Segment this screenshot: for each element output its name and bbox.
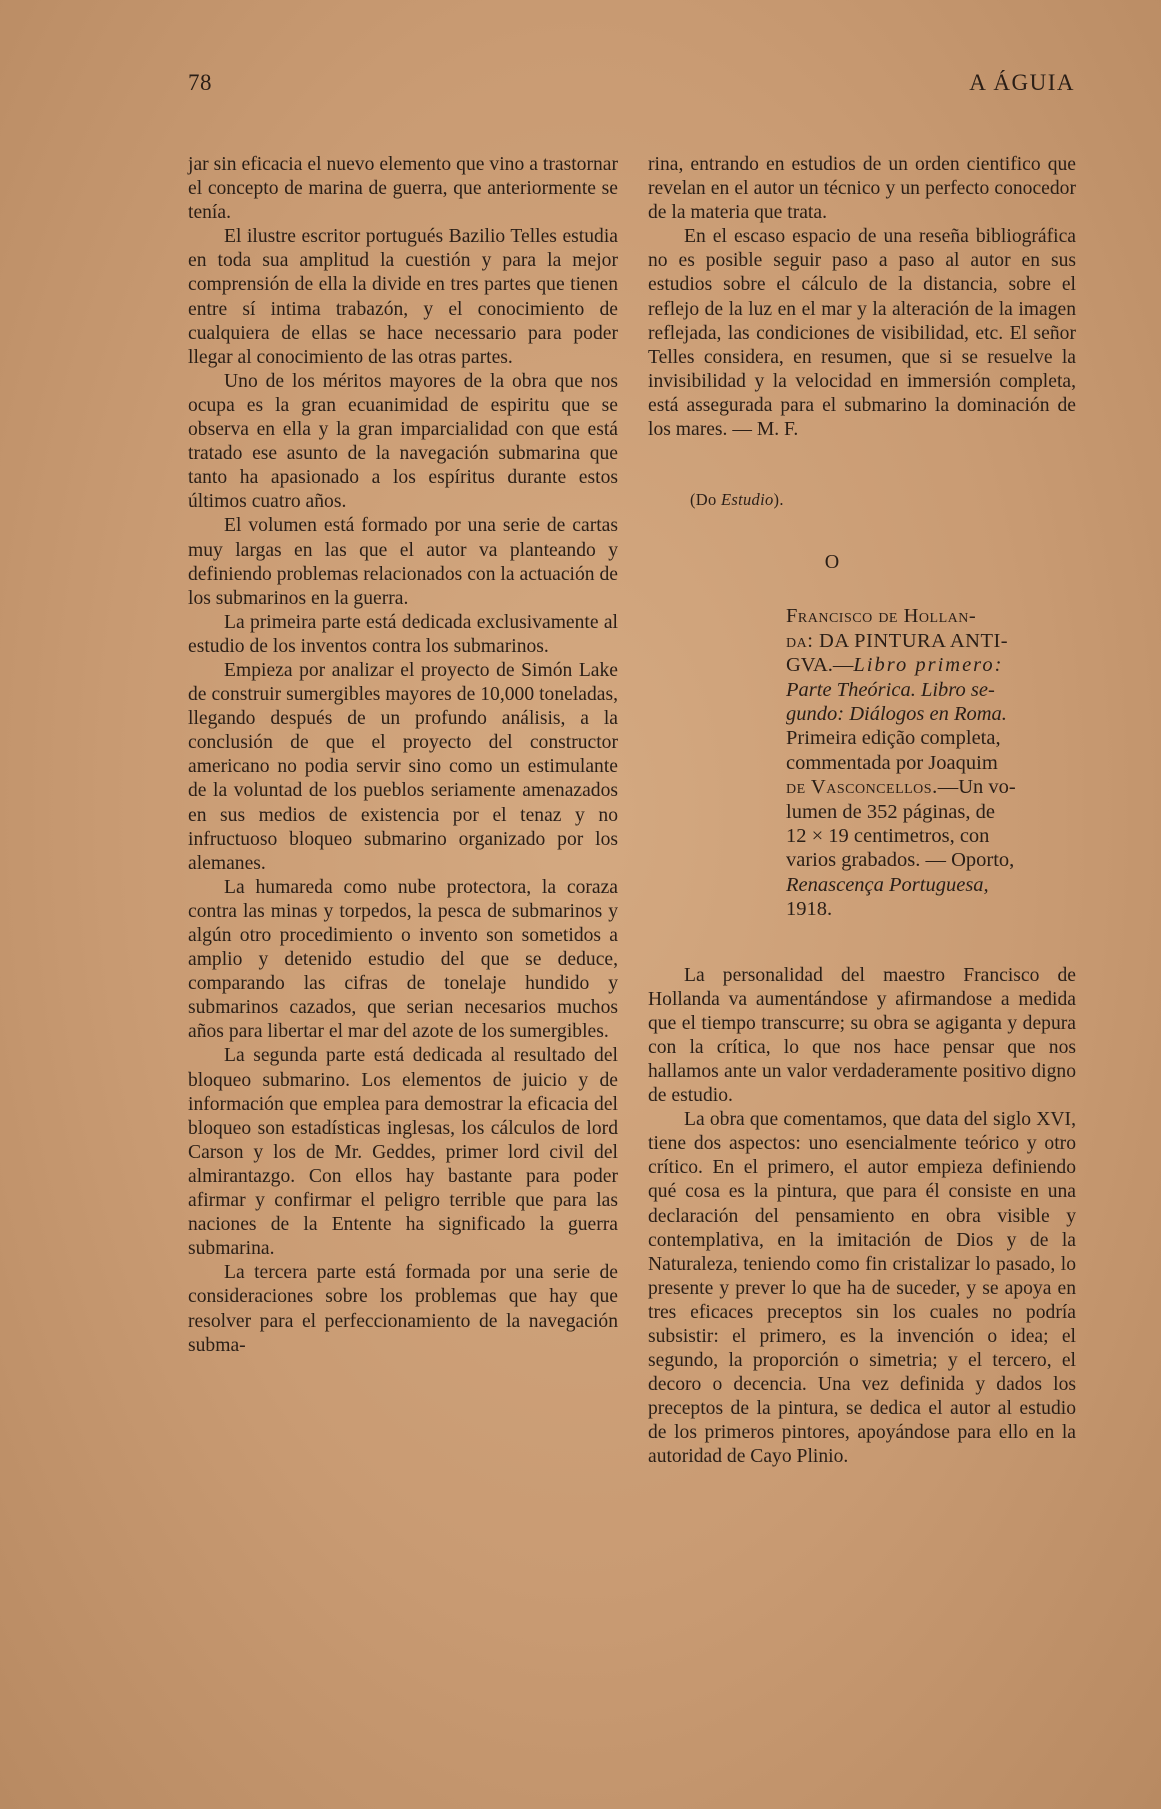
source-note-suffix: ).	[773, 490, 784, 510]
citation-text: Libro primero:	[853, 654, 1004, 677]
review-body	[648, 964, 1076, 1470]
citation-line: Renascença Portuguesa,	[786, 873, 989, 896]
section-mark: O	[824, 551, 840, 574]
citation-line: Parte Theórica. Libro se-	[786, 678, 995, 701]
paragraph: Uno de los méritos mayores de la obra que nos ocupa es la gran ecuanimidad de espiritu que se observa en ella y la gran imparcialidad con que está tratado ese asunto de la navegación submarina que tanto ha apasionado a los espíritus durante estos últimos cuatro años.	[188, 370, 618, 513]
running-head: A ÁGUIA	[969, 70, 1075, 95]
citation-line	[786, 775, 1076, 799]
citation-line: 1918.	[786, 898, 833, 921]
paragraph: La humareda como nube protectora, la coraza contra las minas y torpedos, la pesca de submarinos y algún otro procedimiento o invento son sometidos a amplio y detenido estudio del que se deduce, comparando las cifras de tonelaje hundido y submarinos cazados, que serian necesarios muchos años para libertar el mar del azote de los sumergibles.	[188, 876, 618, 1043]
citation-line	[786, 629, 1076, 653]
source-note-prefix: (Do	[690, 490, 721, 510]
source-note-title: Estudio	[721, 490, 774, 510]
citation-line	[786, 653, 1076, 677]
paragraph: La tercera parte está formada por una serie de consideraciones sobre los problemas que hay que resolver para el perfeccionamiento de la navegación subma-	[188, 1262, 618, 1356]
paragraph: La obra que comentamos, que data del siglo XVI, tiene dos aspectos: uno esencialmente teórico y otro crítico. En el primero, el autor empieza definiendo qué cosa es la pintura, que para él consiste en una declaración del pensamiento en obra visible y contemplativa, en la imitación de Dios y de la Naturaleza, teniendo como fin cristalizar lo pasado, lo presente y prever lo que ha de suceder, y se apoya en tres eficaces preceptos sin los cuales no podría subsistir: el primero, es la invención o idea; el segundo, la proporción o simetria; y el tercero, el decoro o decencia. Una vez definida y dados los preceptos de la pintura, se dedica el autor al estudio de los primeros pintores, apoyándose para ello en la autoridad de Cayo Plinio.	[648, 1109, 1076, 1468]
paragraph: La primeira parte está dedicada exclusivamente al estudio de los inventos contra los submarinos.	[188, 611, 618, 657]
citation-line: 12 × 19 centimetros, con	[786, 824, 990, 847]
citation-text: da: DA PINTURA ANTI-	[786, 629, 1009, 652]
citation-text: —Un vo-	[937, 776, 1016, 799]
right-column	[648, 153, 1076, 1470]
citation-text: de Vasconcellos.	[786, 776, 938, 799]
paragraph: Empieza por analizar el proyecto de Simón Lake de construir sumergibles mayores de 10,000 toneladas, llegando después de un profundo análisis, a la conclusión de que el proyecto del constructor americano no podia servir sino como un estimulante de la voluntad de los pueblos seriamente amenazados en sus medios de existencia por el tenaz y no infructuoso bloqueo submarino organizado por los alemanes.	[188, 659, 618, 874]
citation-line: commentada por Joaquim	[786, 751, 998, 774]
book-citation	[786, 604, 1076, 921]
citation-line: Primeira edição completa,	[786, 727, 1001, 750]
citation-line: gundo: Diálogos en Roma.	[786, 702, 1007, 725]
paragraph: En el escaso espacio de una reseña bibliográfica no es posible seguir paso a paso al autor en sus estudios sobre el cálculo de la distancia, sobre el reflejo de la luz en el mar y la alteración de la imagen reflejada, las condiciones de visibilidad, etc. El señor Telles considera, en resumen, que si se resuelve la invisibilidad y la velocidad en immersión completa, está assegurada para el submarino la dominación de los mares. — M. F.	[648, 226, 1076, 441]
paragraph: La personalidad del maestro Francisco de Hollanda va aumentándose y afirmandose a medida que el tiempo transcurre; su obra se agiganta y depura con la crítica, lo que nos hace pensar que nos hallamos ante un valor verdaderamente positivo digno de estudio.	[648, 964, 1076, 1107]
citation-text: GVA.—	[786, 654, 854, 677]
paragraph: jar sin eficacia el nuevo elemento que vino a trastornar el concepto de marina de guerra, que anteriormente se tenía.	[188, 154, 618, 224]
source-note	[690, 488, 1076, 512]
citation-line: lumen de 352 páginas, de	[786, 800, 995, 823]
page-number: 78	[188, 70, 212, 95]
left-column	[188, 153, 618, 1358]
citation-line: Francisco de Hollan-	[786, 605, 977, 628]
page-header	[188, 70, 1075, 100]
paragraph: La segunda parte está dedicada al resultado del bloqueo submarino. Los elementos de juicio y de información que emplea para demostrar la eficacia del bloqueo son estadísticas inglesas, los cálculos de lord Carson y los de Mr. Geddes, primer lord civil del almirantazgo. Con ellos hay bastante para poder afirmar y confirmar el peligro terrible que para las naciones de la Entente ha significado la guerra submarina.	[188, 1045, 618, 1260]
citation-line: varios grabados. — Oporto,	[786, 849, 1015, 872]
paragraph: rina, entrando en estudios de un orden cientifico que revelan en el autor un técnico y un perfecto conocedor de la materia que trata.	[648, 154, 1076, 224]
paragraph: El ilustre escritor portugués Bazilio Telles estudia en toda sua amplitud la cuestión y para la mejor comprensión de ella la divide en tres partes que tienen entre sí intima trabazón, y el conocimiento de cualquiera de ellas se hace necessario para poder llegar al conocimiento de las otras partes.	[188, 226, 618, 368]
paragraph: El volumen está formado por una serie de cartas muy largas en las que el autor va planteando y definiendo problemas relacionados con la actuación de los submarinos en la guerra.	[188, 515, 618, 609]
